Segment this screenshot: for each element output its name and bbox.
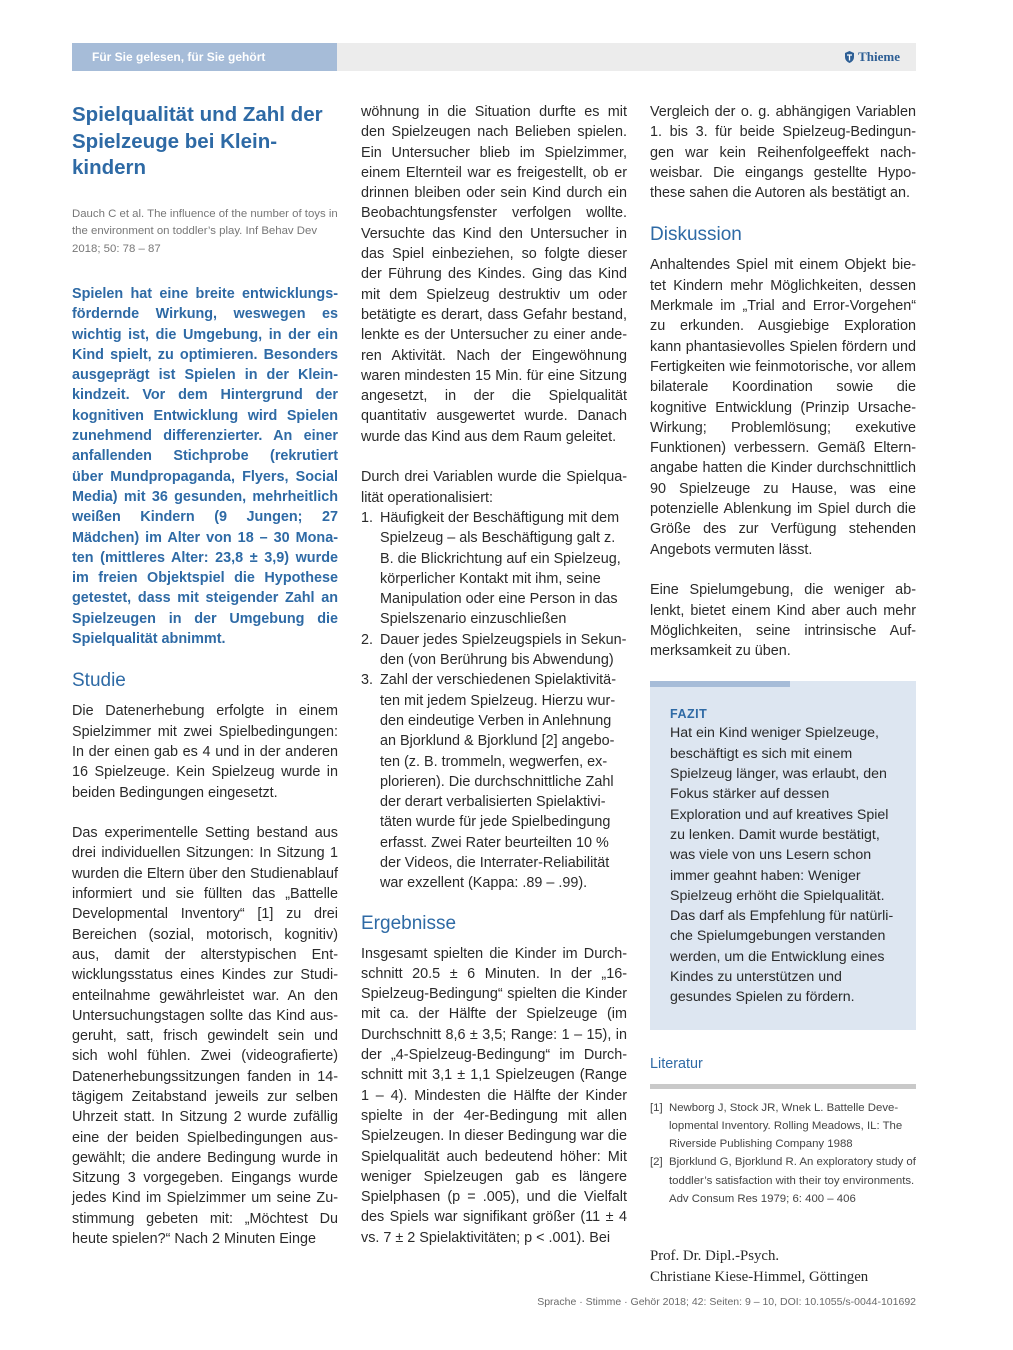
section-heading-ergebnisse: Ergebnisse xyxy=(361,912,457,934)
list-item: 3. Zahl der verschiedenen Spielaktivitäten mit jedem Spielzeug. Hierzu wurden eindeutige Verben in Anlehnung an Bjorklund & Bjorklund [2] angeboten (z. B. trommeln, wegwerfen, explorieren). Die durchschnittliche Zahl der derart verbalisierten Spielaktivitäten wurde für jede Spielbedingung erfasst. Zwei Rater beurteilten 10 % der Videos, die Interrater-Reliabilität war exzellent (Kappa: .89 – .99). xyxy=(361,672,616,892)
reference-item: [1] Newborg J, Stock JR, Wnek L. Battelle Developmental Inventory. Rolling Meadows, IL: The Riverside Publishing Company 1988 xyxy=(650,1101,903,1151)
diskussion-paragraph-2: Eine Spielumgebung, die weniger ablenkt, bietet einem Kind aber auch mehr Möglichkeiten, seine intrinsische Aufmerksamkeit zu üben. xyxy=(650,582,916,660)
studie-paragraph-2: Das experimentelle Setting bestand aus drei individuellen Sitzungen: In Sitzung 1 wurden die Eltern über den Studienablauf informiert und sie füllten das „Battelle Developmental Inventory“ [1] zu drei Bereichen (sozial, motorisch, kognitiv) aus, damit der alterstypischen Entwicklungsstatus eines Kindes zur Studienteilnahme gewährleistet war. An den Untersuchungstagen sollte das Kind ausgeruht, satt, frisch gewindelt sein und sich wohl fühlen. Zwei (videografierte) Datenerhebungssitzungen fanden in 14-tägigem Zeitabstand jeweils zur selben Uhrzeit statt. In Sitzung 2 wurde zufällig eine der beiden Spielbedingungen ausgewählt; die andere Bedingung wurde in Sitzung 3 vorgegeben. Eingangs wurde jedes Kind im Spielzimmer um seine Zustimmung gebeten mit: „Möchtest Du heute spielen?“ Nach 2 Minuten Einge xyxy=(72,825,338,1248)
header-bar xyxy=(72,43,916,71)
column-3 xyxy=(650,102,916,1287)
reference-list xyxy=(650,1099,916,1209)
article-title: Spielqualität und Zahl der Spielzeuge bei Kleinkindern xyxy=(72,103,323,179)
list-item: 2. Dauer jedes Spielzeugspiels in Sekunden (von Berührung bis Abwendung) xyxy=(361,631,627,669)
page-footer: Sprache · Stimme · Gehör 2018; 42: Seiten: 9 – 10, DOI: 10.1055/s-0044-101692 xyxy=(537,1296,916,1308)
author-block xyxy=(650,1246,916,1287)
diskussion-paragraph-1: Anhaltendes Spiel mit einem Objekt bietet Kindern mehr Möglichkeiten, dessen Merkmale im „Trial and Error-Vorgehen“ zu erkunden. Ausgiebige Exploration kann phantasievolles Spielen fördern und Fertigkeiten wie feinmotorische, vor allem bilaterale Koordination sowie die kognitive Entwicklung (Prinzip Ursache-Wirkung; Problemlösung; exekutive Funktionen) verbessern. Gemäß Elternangabe hatten die Kinder durchschnittlich 90 Spielzeuge zu Hause, was eine potenzielle Ablenkung im Spiel durch die Größe des zur Verfügung stehenden Angebots vermuten lässt. xyxy=(650,257,916,558)
list-item: 1. Häufigkeit der Beschäftigung mit dem Spielzeug – als Beschäftigung galt z. B. die Blickrichtung auf ein Spielzeug, körperlicher Kontakt mit ihm, seine Manipulation oder eine Person in das Spielszenario einzuschließen xyxy=(361,509,621,628)
variables-list xyxy=(361,508,627,894)
section-heading-diskussion: Diskussion xyxy=(650,224,742,246)
reference-item: [2] Bjorklund G, Bjorklund R. An exploratory study of toddler’s satisfaction with their toy environments. Adv Consum Res 1979; 6: 400 – 406 xyxy=(650,1156,916,1206)
ergebnisse-paragraph-continued: Vergleich der o. g. abhängigen Variablen 1. bis 3. für beide Spielzeug-Bedingungen war kein Reihenfolgeeffekt nachweisbar. Die eingangs gestellte Hypothese sahen die Autoren als bestätigt an. xyxy=(650,104,916,202)
column-1 xyxy=(72,102,338,1249)
thieme-logo-icon xyxy=(844,51,855,63)
fazit-text: Hat ein Kind weniger Spielzeuge, beschäftigt es sich mit einem Spielzeug länger, was erlaubt, den Fokus stärker auf dessen Exploration und auf kreatives Spiel zu lenken. Damit wurde bestätigt, was viele von uns Lesern schon immer geahnt haben: Weniger Spielzeug erhöht die Spielqualität. Das darf als Empfehlung für natürliche Spielumgebungen verstanden werden, um die Entwicklung eines Kindes zu unterstützen und gesundes Spielen zu fördern. xyxy=(670,725,894,1006)
publisher-logo xyxy=(844,43,900,71)
studie-paragraph-1: Die Datenerhebung erfolgte in einem Spielzimmer mit zwei Spielbedingungen: In der einen gab es 4 und in der anderen 16 Spielzeuge. Kein Spielzeug wurde in beiden Bedingungen eingesetzt. xyxy=(72,703,338,801)
studie-paragraph-3: Durch drei Variablen wurde die Spielqualität operationalisiert: xyxy=(361,469,627,506)
article-abstract: Spielen hat eine breite entwicklungsfördernde Wirkung, weswegen es wichtig ist, die Umgebung, in der ein Kind spielt, zu optimieren. Besonders ausgeprägt ist Spielen in der Kleinkindzeit. Vor dem Hintergrund der kognitiven Entwicklung wird Spielen zunehmend differenzierter. An einer anfallenden Stichprobe (rekrutiert über Mundpropaganda, Flyers, Social Media) mit 36 gesunden, mehrheitlich weißen Kindern (9 Jungen; 27 Mädchen) im Alter von 18 – 30 Monaten (mittleres Alter: 23,8 ± 3,9) wurde im freien Objektspiel die Hypothese getestet, dass mit steigender Zahl an Spielzeugen in der Umgebung die Spielqualität abnimmt. xyxy=(72,286,338,648)
ergebnisse-paragraph: Insgesamt spielten die Kinder im Durchschnitt 20.5 ± 6 Minuten. In der „16-Spielzeug-Bedingung“ spielten die Kinder mit ca. der Hälfte der Spielzeuge (im Durchschnitt 8,6 ± 3,5; Range: 1 – 15), in der „4-Spielzeug-Bedingung“ im Durchschnitt mit 3,1 ± 1,1 Spielzeugen (Range 1 – 4). Mindesten die Hälfte der Kinder spielte in der 4er-Bedingung mit allen Spielzeugen. In dieser Bedingung war die Spielqualität auch bedeutend höher: Mit weniger Spielzeugen gab es längere Spielphasen (p = .005), und die Vielfalt des Spiels war signifikant größer (11 ± 4 vs. 7 ± 2 Spielaktivitäten; p < .001). Bei xyxy=(361,945,627,1246)
studie-paragraph-2-continued: wöhnung in die Situation durfte es mit den Spielzeugen nach Belieben spielen. Ein Untersucher blieb im Spielzimmer, einem Elternteil war es freigestellt, ob er drinnen bleiben oder sein Kind durch ein Beobachtungsfenster verfolgen wollte. Versuchte das Kind den Untersucher in das Spiel einbeziehen, so folgte dieser der Führung des Kindes. Ging das Kind mit dem Spielzeug destruktiv um oder betätigte es derart, dass Gefahr bestand, lenkte es der Untersucher zu einer anderen Aktivität. Nach der Eingewöhnung waren mindesten 15 Min. für eine Sitzung angesetzt, in der die Spielqualität quantitativ ausgewertet wurde. Danach wurde das Kind aus dem Raum geleitet. xyxy=(361,104,627,445)
author-name: Christiane Kiese-Himmel, Göttingen xyxy=(650,1268,869,1285)
publisher-name: Thieme xyxy=(858,49,900,64)
section-heading-studie: Studie xyxy=(72,670,126,692)
author-title: Prof. Dr. Dipl.-Psych. xyxy=(650,1248,780,1265)
column-2 xyxy=(361,102,627,1248)
article-citation: Dauch C et al. The influence of the number of toys in the environment on toddler’s play. Inf Behav Dev 2018; 50: 78 – 87 xyxy=(72,207,338,255)
literatur-heading: Literatur xyxy=(650,1054,916,1089)
section-label: Für Sie gelesen, für Sie gehört xyxy=(72,43,337,71)
fazit-box xyxy=(650,681,916,1029)
fazit-label: FAZIT xyxy=(670,707,708,722)
